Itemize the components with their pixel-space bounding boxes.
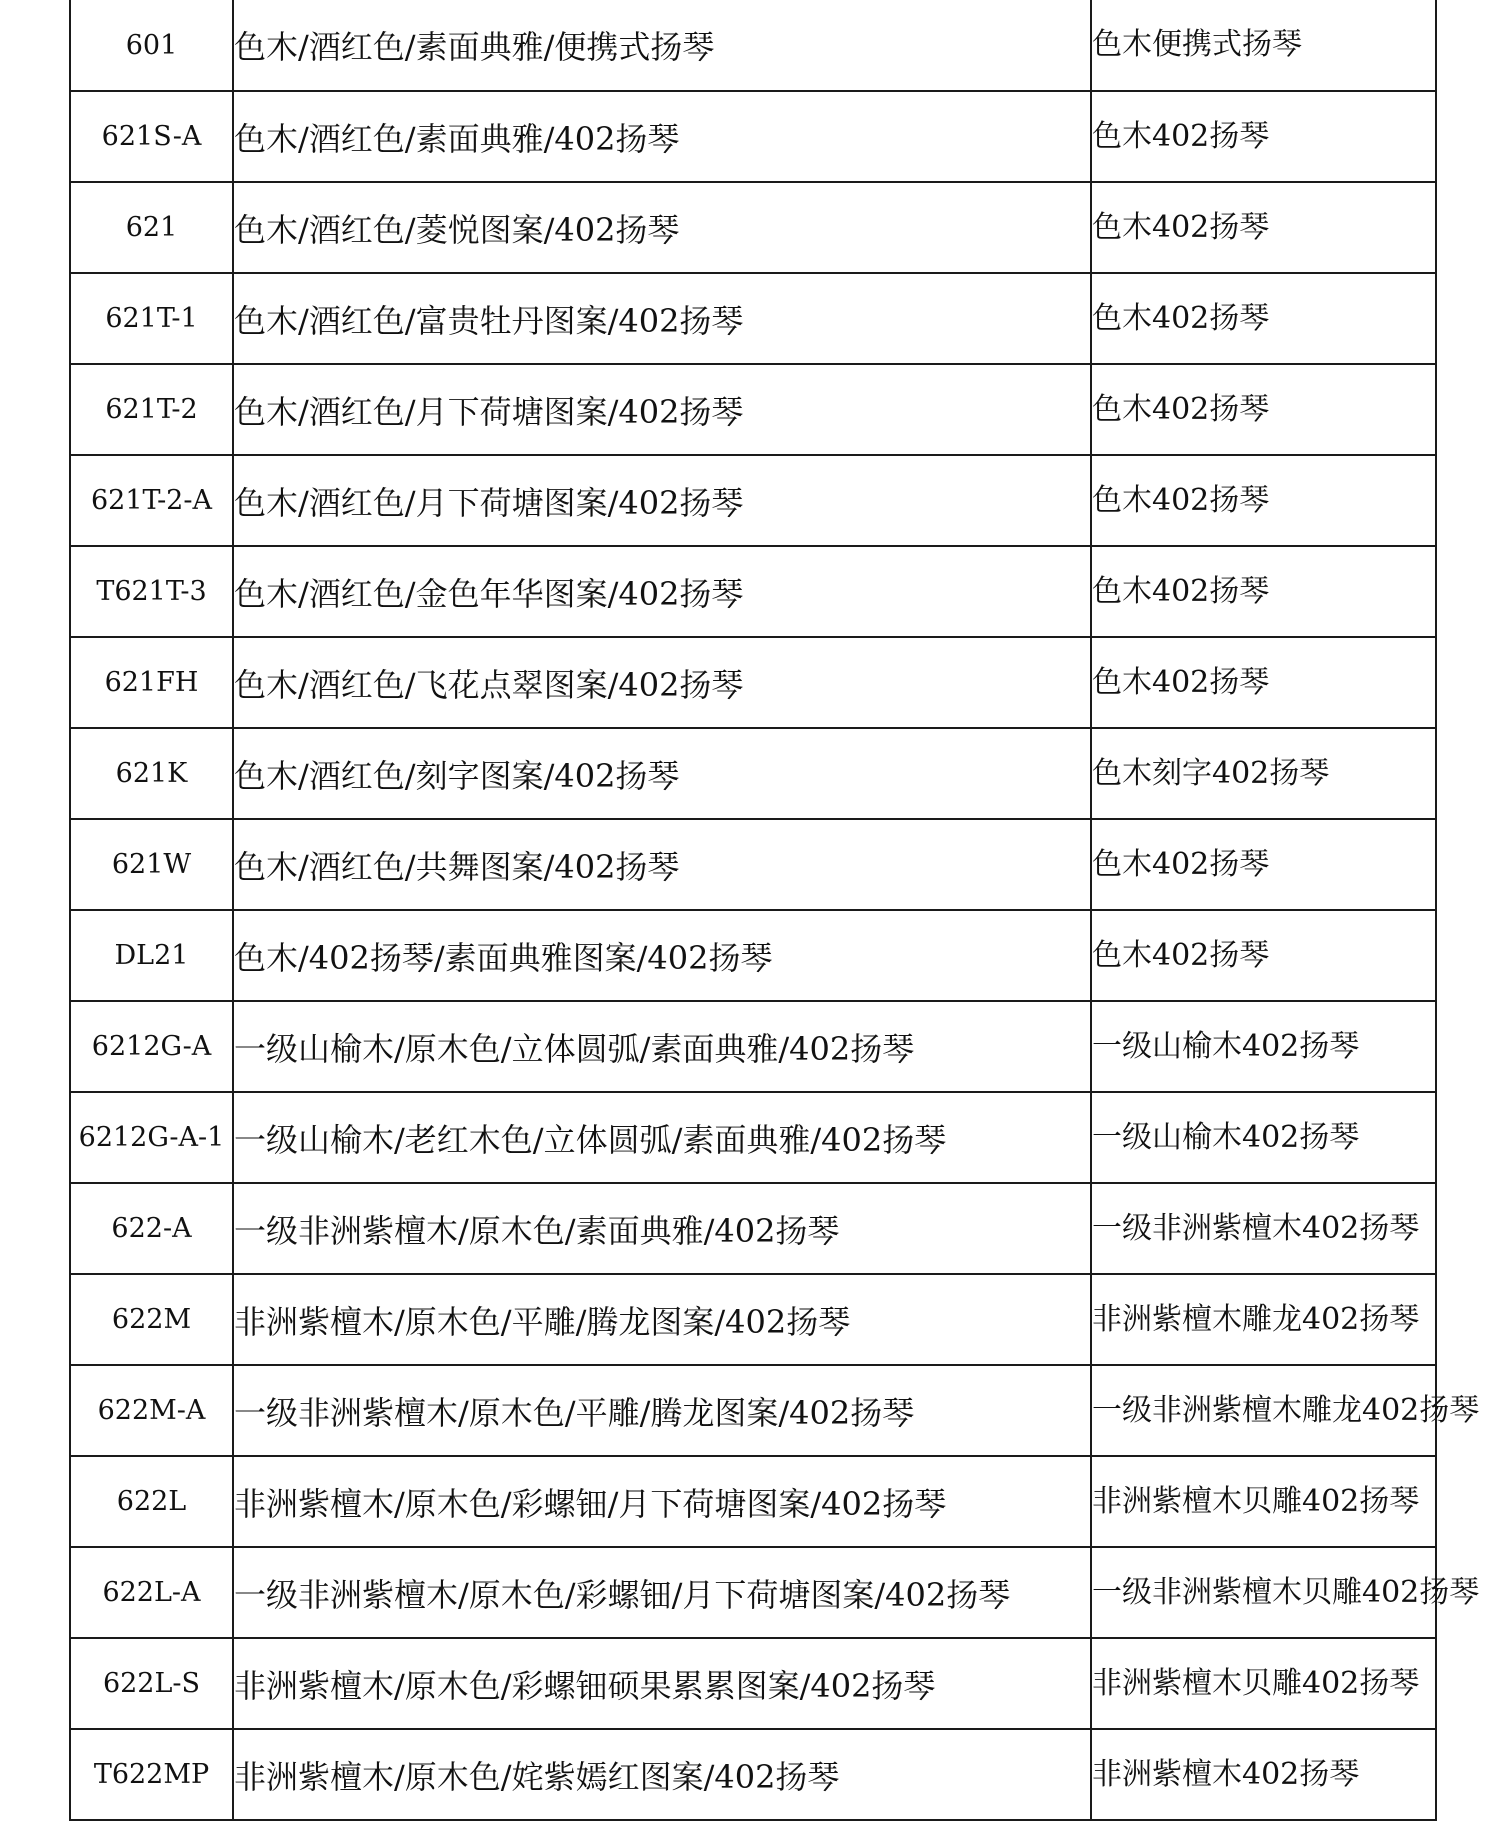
product-name-cell: 色木402扬琴: [1091, 364, 1436, 455]
product-name-cell: 非洲紫檀木贝雕402扬琴: [1091, 1456, 1436, 1547]
model-cell: 622-A: [70, 1183, 233, 1274]
model-cell: 621T-2: [70, 364, 233, 455]
model-cell: T621T-3: [70, 546, 233, 637]
product-table-sheet: [69, 0, 1480, 1821]
model-cell: 621FH: [70, 637, 233, 728]
table-row: [70, 1547, 1436, 1638]
table-row: [70, 910, 1436, 1001]
table-row: [70, 1092, 1436, 1183]
table-row: [70, 273, 1436, 364]
table-row: [70, 182, 1436, 273]
table-row: [70, 1001, 1436, 1092]
table-row: [70, 819, 1436, 910]
description-cell: 色木/酒红色/月下荷塘图案/402扬琴: [233, 455, 1091, 546]
description-cell: 色木/酒红色/素面典雅/便携式扬琴: [233, 0, 1091, 91]
product-name-cell: 色木402扬琴: [1091, 546, 1436, 637]
product-name-cell: 色木402扬琴: [1091, 91, 1436, 182]
product-name-cell: 色木402扬琴: [1091, 455, 1436, 546]
table-row: [70, 364, 1436, 455]
description-cell: 色木/402扬琴/素面典雅图案/402扬琴: [233, 910, 1091, 1001]
model-cell: 621K: [70, 728, 233, 819]
description-cell: 色木/酒红色/金色年华图案/402扬琴: [233, 546, 1091, 637]
product-name-cell: 一级非洲紫檀木402扬琴: [1091, 1183, 1436, 1274]
description-cell: 色木/酒红色/素面典雅/402扬琴: [233, 91, 1091, 182]
table-row: [70, 455, 1436, 546]
description-cell: 色木/酒红色/菱悦图案/402扬琴: [233, 182, 1091, 273]
table-row: [70, 1274, 1436, 1365]
product-name-cell: 色木刻字402扬琴: [1091, 728, 1436, 819]
table-row: [70, 1638, 1436, 1729]
description-cell: 一级山榆木/老红木色/立体圆弧/素面典雅/402扬琴: [233, 1092, 1091, 1183]
product-name-cell: 非洲紫檀木贝雕402扬琴: [1091, 1638, 1436, 1729]
product-name-cell: 色木402扬琴: [1091, 637, 1436, 728]
description-cell: 色木/酒红色/富贵牡丹图案/402扬琴: [233, 273, 1091, 364]
description-cell: 色木/酒红色/飞花点翠图案/402扬琴: [233, 637, 1091, 728]
model-cell: 622L-S: [70, 1638, 233, 1729]
product-name-cell: 色木402扬琴: [1091, 273, 1436, 364]
model-cell: 622M: [70, 1274, 233, 1365]
table-row: [70, 91, 1436, 182]
model-cell: 622M-A: [70, 1365, 233, 1456]
table-row: [70, 0, 1436, 91]
product-name-cell: 色木402扬琴: [1091, 910, 1436, 1001]
product-name-cell: 色木便携式扬琴: [1091, 0, 1436, 91]
model-cell: 6212G-A: [70, 1001, 233, 1092]
product-name-cell: 一级非洲紫檀木贝雕402扬琴: [1091, 1547, 1436, 1638]
table-row: [70, 1729, 1436, 1820]
description-cell: 色木/酒红色/月下荷塘图案/402扬琴: [233, 364, 1091, 455]
model-cell: 621T-2-A: [70, 455, 233, 546]
description-cell: 色木/酒红色/刻字图案/402扬琴: [233, 728, 1091, 819]
product-name-cell: 一级山榆木402扬琴: [1091, 1092, 1436, 1183]
product-name-cell: 非洲紫檀木402扬琴: [1091, 1729, 1436, 1820]
description-cell: 一级非洲紫檀木/原木色/彩螺钿/月下荷塘图案/402扬琴: [233, 1547, 1091, 1638]
model-cell: T622MP: [70, 1729, 233, 1820]
product-name-cell: 色木402扬琴: [1091, 819, 1436, 910]
model-cell: DL21: [70, 910, 233, 1001]
description-cell: 色木/酒红色/共舞图案/402扬琴: [233, 819, 1091, 910]
description-cell: 一级非洲紫檀木/原木色/素面典雅/402扬琴: [233, 1183, 1091, 1274]
model-cell: 621T-1: [70, 273, 233, 364]
description-cell: 非洲紫檀木/原木色/彩螺钿/月下荷塘图案/402扬琴: [233, 1456, 1091, 1547]
description-cell: 非洲紫檀木/原木色/彩螺钿硕果累累图案/402扬琴: [233, 1638, 1091, 1729]
table-row: [70, 1456, 1436, 1547]
product-name-cell: 一级山榆木402扬琴: [1091, 1001, 1436, 1092]
model-cell: 622L: [70, 1456, 233, 1547]
description-cell: 非洲紫檀木/原木色/平雕/腾龙图案/402扬琴: [233, 1274, 1091, 1365]
model-cell: 621S-A: [70, 91, 233, 182]
product-name-cell: 一级非洲紫檀木雕龙402扬琴: [1091, 1365, 1436, 1456]
model-cell: 621W: [70, 819, 233, 910]
product-name-cell: 色木402扬琴: [1091, 182, 1436, 273]
model-cell: 6212G-A-1: [70, 1092, 233, 1183]
table-row: [70, 546, 1436, 637]
table-row: [70, 1365, 1436, 1456]
table-row: [70, 637, 1436, 728]
model-cell: 621: [70, 182, 233, 273]
product-table: [69, 0, 1480, 1821]
description-cell: 一级非洲紫檀木/原木色/平雕/腾龙图案/402扬琴: [233, 1365, 1091, 1456]
description-cell: 非洲紫檀木/原木色/姹紫嫣红图案/402扬琴: [233, 1729, 1091, 1820]
model-cell: 601: [70, 0, 233, 91]
table-row: [70, 728, 1436, 819]
table-row: [70, 1183, 1436, 1274]
description-cell: 一级山榆木/原木色/立体圆弧/素面典雅/402扬琴: [233, 1001, 1091, 1092]
product-name-cell: 非洲紫檀木雕龙402扬琴: [1091, 1274, 1436, 1365]
model-cell: 622L-A: [70, 1547, 233, 1638]
